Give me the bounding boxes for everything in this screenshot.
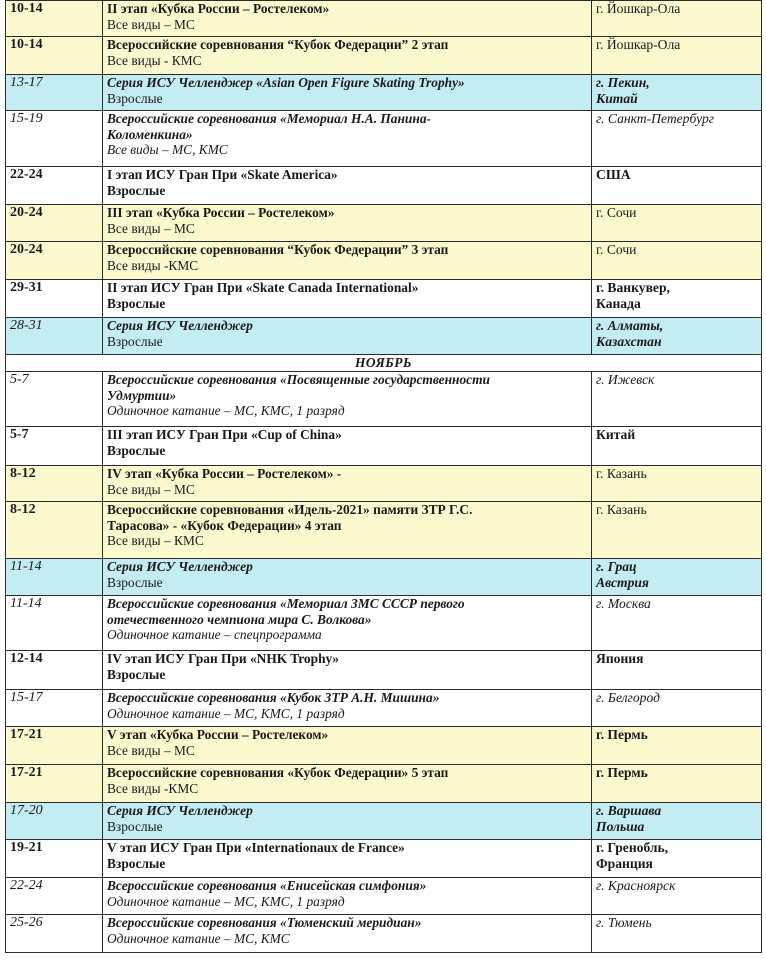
schedule-row	[6, 372, 762, 427]
event-description	[103, 75, 592, 111]
event-title: Всероссийские соревнования «Кубок Федерации» 5 этап	[107, 765, 449, 780]
event-title-continued: Тарасова» - «Кубок Федерации» 4 этап	[107, 517, 342, 533]
location-city: г. Казань	[596, 466, 647, 481]
event-title: V этап ИСУ Гран При «Internationaux de France»	[107, 840, 405, 855]
event-location	[592, 205, 762, 242]
event-category: Все виды – МС	[107, 481, 195, 497]
event-description	[103, 915, 592, 953]
event-category: Все виды – МС	[107, 742, 195, 758]
event-title: Всероссийские соревнования “Кубок Федерации” 2 этап	[107, 37, 449, 52]
event-category: Взрослые	[107, 182, 166, 198]
event-title: IV этап ИСУ Гран При «NHK Trophy»	[107, 651, 339, 666]
event-title: Всероссийские соревнования «Енисейская симфония»	[107, 878, 427, 893]
location-country: Канада	[596, 295, 641, 311]
event-location	[592, 167, 762, 205]
event-title-continued: отечественного чемпиона мира С. Волкова»	[107, 611, 372, 627]
schedule-row	[6, 167, 762, 205]
event-description	[103, 840, 592, 878]
event-title: Серия ИСУ Челленджер	[107, 559, 253, 574]
event-location	[592, 559, 762, 596]
event-category: Взрослые	[107, 295, 166, 311]
schedule-row	[6, 878, 762, 915]
event-dates: 10-14	[6, 1, 103, 37]
event-location	[592, 466, 762, 502]
event-dates: 28-31	[6, 318, 103, 355]
event-title: Всероссийские соревнования «Мемориал ЗМС СССР первого	[107, 596, 465, 611]
location-city: Япония	[596, 651, 644, 666]
event-dates: 25-26	[6, 915, 103, 953]
schedule-row	[6, 37, 762, 75]
event-description	[103, 727, 592, 765]
event-description	[103, 242, 592, 280]
event-category: Взрослые	[107, 442, 166, 458]
event-title: II этап ИСУ Гран При «Skate Canada International»	[107, 280, 419, 295]
event-location	[592, 727, 762, 765]
location-city: г. Тюмень	[596, 915, 652, 930]
event-location	[592, 242, 762, 280]
location-city: г. Йошкар-Ола	[596, 37, 681, 52]
event-title: Всероссийские соревнования «Идель-2021» памяти ЗТР Г.С.	[107, 502, 473, 517]
event-title: Всероссийские соревнования «Мемориал Н.А. Панина-	[107, 111, 431, 126]
event-dates: 15-17	[6, 690, 103, 727]
event-title: Серия ИСУ Челленджер	[107, 803, 253, 818]
event-title: Всероссийские соревнования «Посвященные государственности	[107, 372, 490, 387]
location-city: г. Пермь	[596, 765, 648, 780]
event-category: Взрослые	[107, 333, 163, 349]
location-city: г. Казань	[596, 502, 647, 517]
event-dates: 12-14	[6, 651, 103, 690]
event-category: Все виды – МС, КМС	[107, 142, 228, 157]
event-dates: 17-21	[6, 765, 103, 803]
event-category: Взрослые	[107, 855, 166, 871]
event-dates: 5-7	[6, 427, 103, 466]
location-country: Казахстан	[596, 333, 662, 349]
event-dates: 11-14	[6, 559, 103, 596]
event-location	[592, 765, 762, 803]
location-city: г. Грац	[596, 559, 637, 574]
event-category: Одиночное катание – спецпрограмма	[107, 627, 322, 642]
location-city: г. Йошкар-Ола	[596, 1, 681, 16]
location-country: Китай	[596, 90, 638, 106]
event-category: Одиночное катание – МС, КМС, 1 разряд	[107, 403, 345, 418]
location-city: г. Варшава	[596, 803, 662, 818]
schedule-row	[6, 559, 762, 596]
location-city: г. Сочи	[596, 242, 637, 257]
event-dates: 11-14	[6, 596, 103, 651]
event-category: Все виды -КМС	[107, 780, 199, 796]
event-category: Все виды – МС	[107, 220, 195, 236]
schedule-row	[6, 75, 762, 111]
schedule-row	[6, 651, 762, 690]
event-description	[103, 167, 592, 205]
event-description	[103, 372, 592, 427]
location-city: Китай	[596, 427, 636, 442]
event-location	[592, 111, 762, 167]
event-dates: 17-21	[6, 727, 103, 765]
event-category: Все виды -КМС	[107, 257, 199, 273]
location-city: г. Алматы,	[596, 318, 664, 333]
event-location	[592, 840, 762, 878]
event-location	[592, 803, 762, 840]
event-description	[103, 1, 592, 37]
schedule-row	[6, 915, 762, 953]
event-location	[592, 878, 762, 915]
event-title: IV этап «Кубка России – Ростелеком» -	[107, 466, 342, 481]
event-category: Взрослые	[107, 90, 163, 106]
event-title-continued: Коломенкина»	[107, 126, 193, 142]
event-location	[592, 690, 762, 727]
event-title: Серия ИСУ Челленджер	[107, 318, 253, 333]
event-title: III этап ИСУ Гран При «Cup of China»	[107, 427, 342, 442]
month-header: НОЯБРЬ	[6, 355, 762, 372]
event-category: Одиночное катание – МС, КМС, 1 разряд	[107, 705, 345, 721]
event-description	[103, 502, 592, 559]
event-description	[103, 466, 592, 502]
event-category: Одиночное катание – МС, КМС, 1 разряд	[107, 893, 345, 909]
event-title: Всероссийские соревнования «Кубок ЗТР А.Н. Мишина»	[107, 690, 440, 705]
event-description	[103, 690, 592, 727]
schedule-row	[6, 727, 762, 765]
event-description	[103, 318, 592, 355]
location-city: г. Белгород	[596, 690, 660, 705]
schedule-row	[6, 690, 762, 727]
event-location	[592, 1, 762, 37]
schedule-row	[6, 1, 762, 37]
event-dates: 20-24	[6, 205, 103, 242]
event-dates: 10-14	[6, 37, 103, 75]
schedule-row	[6, 502, 762, 559]
event-dates: 17-20	[6, 803, 103, 840]
event-description	[103, 803, 592, 840]
event-location	[592, 651, 762, 690]
event-category: Все виды - КМС	[107, 52, 202, 68]
event-location	[592, 915, 762, 953]
event-dates: 29-31	[6, 280, 103, 318]
schedule-row	[6, 803, 762, 840]
event-title: II этап «Кубка России – Ростелеком»	[107, 1, 330, 16]
event-category: Все виды – МС	[107, 16, 195, 32]
event-location	[592, 427, 762, 466]
location-city: г. Гренобль,	[596, 840, 669, 855]
event-dates: 13-17	[6, 75, 103, 111]
location-city: г. Санкт-Петербург	[596, 111, 715, 126]
event-dates: 22-24	[6, 878, 103, 915]
event-title: Всероссийские соревнования “Кубок Федерации” 3 этап	[107, 242, 449, 257]
location-city: г. Сочи	[596, 205, 637, 220]
competition-schedule-table	[5, 0, 762, 953]
event-description	[103, 280, 592, 318]
event-description	[103, 37, 592, 75]
event-title: V этап «Кубка России – Ростелеком»	[107, 727, 329, 742]
event-dates: 5-7	[6, 372, 103, 427]
event-category: Одиночное катание – МС, КМС	[107, 930, 290, 946]
event-dates: 15-19	[6, 111, 103, 167]
event-category: Взрослые	[107, 818, 163, 834]
event-location	[592, 372, 762, 427]
schedule-row	[6, 466, 762, 502]
november-rows	[6, 372, 762, 953]
event-description	[103, 596, 592, 651]
schedule-row	[6, 427, 762, 466]
event-category: Взрослые	[107, 574, 163, 590]
location-country: Австрия	[596, 574, 649, 590]
location-city: г. Пермь	[596, 727, 648, 742]
event-location	[592, 502, 762, 559]
location-country: Франция	[596, 855, 653, 871]
location-country: Польша	[596, 818, 645, 834]
event-description	[103, 427, 592, 466]
location-city: США	[596, 167, 631, 182]
event-location	[592, 318, 762, 355]
schedule-row	[6, 242, 762, 280]
event-title: Серия ИСУ Челленджер «Asian Open Figure Skating Trophy»	[107, 75, 465, 90]
schedule-row	[6, 280, 762, 318]
event-location	[592, 280, 762, 318]
schedule-row	[6, 840, 762, 878]
schedule-row	[6, 318, 762, 355]
schedule-row	[6, 596, 762, 651]
schedule-row	[6, 111, 762, 167]
schedule-row	[6, 765, 762, 803]
event-location	[592, 75, 762, 111]
event-dates: 8-12	[6, 466, 103, 502]
event-dates: 22-24	[6, 167, 103, 205]
event-description	[103, 111, 592, 167]
event-description	[103, 559, 592, 596]
location-city: г. Москва	[596, 596, 651, 611]
location-city: г. Красноярск	[596, 878, 676, 893]
event-description	[103, 651, 592, 690]
event-description	[103, 765, 592, 803]
event-location	[592, 596, 762, 651]
event-category: Взрослые	[107, 666, 166, 682]
location-city: г. Ванкувер,	[596, 280, 670, 295]
event-dates: 20-24	[6, 242, 103, 280]
event-location	[592, 37, 762, 75]
event-description	[103, 878, 592, 915]
october-rows	[6, 1, 762, 355]
month-header-section	[6, 355, 762, 372]
event-dates: 8-12	[6, 502, 103, 559]
location-city: г. Ижевск	[596, 372, 655, 387]
event-description	[103, 205, 592, 242]
event-title: Всероссийские соревнования «Тюменский меридиан»	[107, 915, 422, 930]
event-title-continued: Удмуртии»	[107, 387, 177, 403]
event-dates: 19-21	[6, 840, 103, 878]
event-title: I этап ИСУ Гран При «Skate America»	[107, 167, 338, 182]
schedule-row	[6, 205, 762, 242]
event-category: Все виды – КМС	[107, 533, 204, 548]
event-title: III этап «Кубка России – Ростелеком»	[107, 205, 335, 220]
location-city: г. Пекин,	[596, 75, 650, 90]
